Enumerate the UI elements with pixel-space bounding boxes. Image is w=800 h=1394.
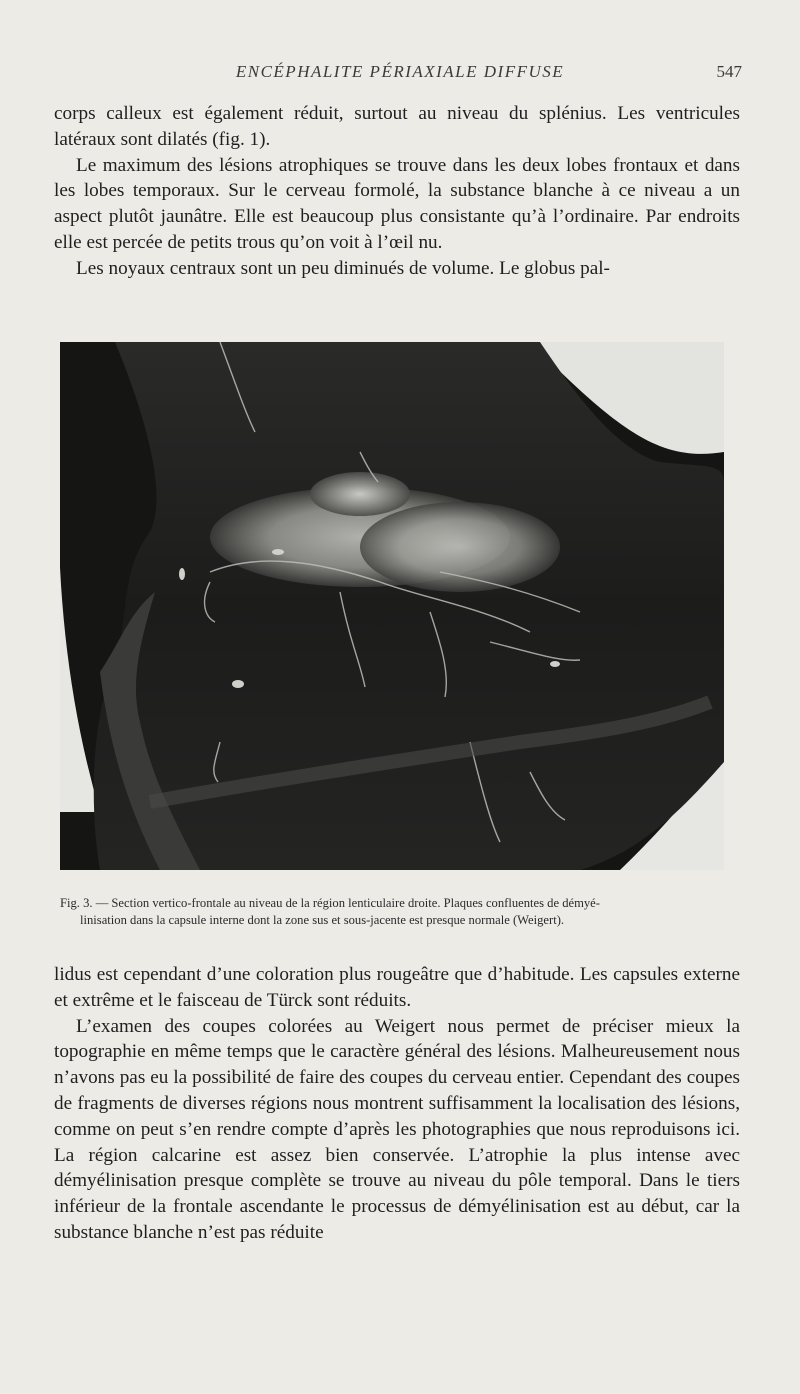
running-title: ENCÉPHALITE PÉRIAXIALE DIFFUSE — [235, 62, 565, 81]
paragraph: Le maximum des lésions atrophiques se trouve dans les deux lobes frontaux et dans les lobes temporaux. Sur le cerveau formolé, la substance blanche à ce niveau a un aspect plutôt jaunâtre. Elle est beaucoup plus consistante qu’à l’ordinaire. Par endroits elle est percée de petits trous qu’on voit à l’œil nu. — [54, 154, 740, 253]
text-block-top — [54, 101, 740, 282]
caption-line: Fig. 3. — Section vertico-frontale au niveau de la région lenticulaire droite. Plaques confluentes de démyé- — [60, 896, 600, 910]
caption-line: linisation dans la capsule interne dont la zone sus et sous-jacente est presque normale (Weigert). — [80, 913, 565, 927]
figure-3-brain-section-photo — [60, 342, 724, 870]
text-block-bottom — [54, 962, 740, 1246]
paragraph: Les noyaux centraux sont un peu diminués de volume. Le globus pal- — [76, 257, 610, 279]
page-header — [52, 62, 748, 88]
paragraph: lidus est cependant d’une coloration plus rougeâtre que d’habitude. Les capsules externe et extrême et le faisceau de Türck sont réduits. — [54, 964, 740, 1011]
figure-caption — [60, 895, 740, 929]
page-number: 547 — [716, 62, 742, 81]
paragraph: corps calleux est également réduit, surtout au niveau du splénius. Les ventricules latéraux sont dilatés (fig. 1). — [54, 103, 740, 150]
paragraph: L’examen des coupes colorées au Weigert nous permet de préciser mieux la topographie en même temps que le caractère général des lésions. Malheureusement nous n’avons pas eu la possibilité de faire des coupes du cerveau entier. Cependant des coupes de fragments de diverses régions nous montrent suffisamment la localisation des lésions, comme on peut s’en rendre compte d’après les photographies que nous reproduisons ici. La région calcarine est assez bien conservée. L’atrophie la plus intense avec démyélinisation presque complète se trouve au niveau du pôle temporal. Dans le tiers inférieur de la frontale ascendante le processus de démyélinisation est au début, car la substance blanche n’est pas réduite — [54, 1015, 740, 1243]
